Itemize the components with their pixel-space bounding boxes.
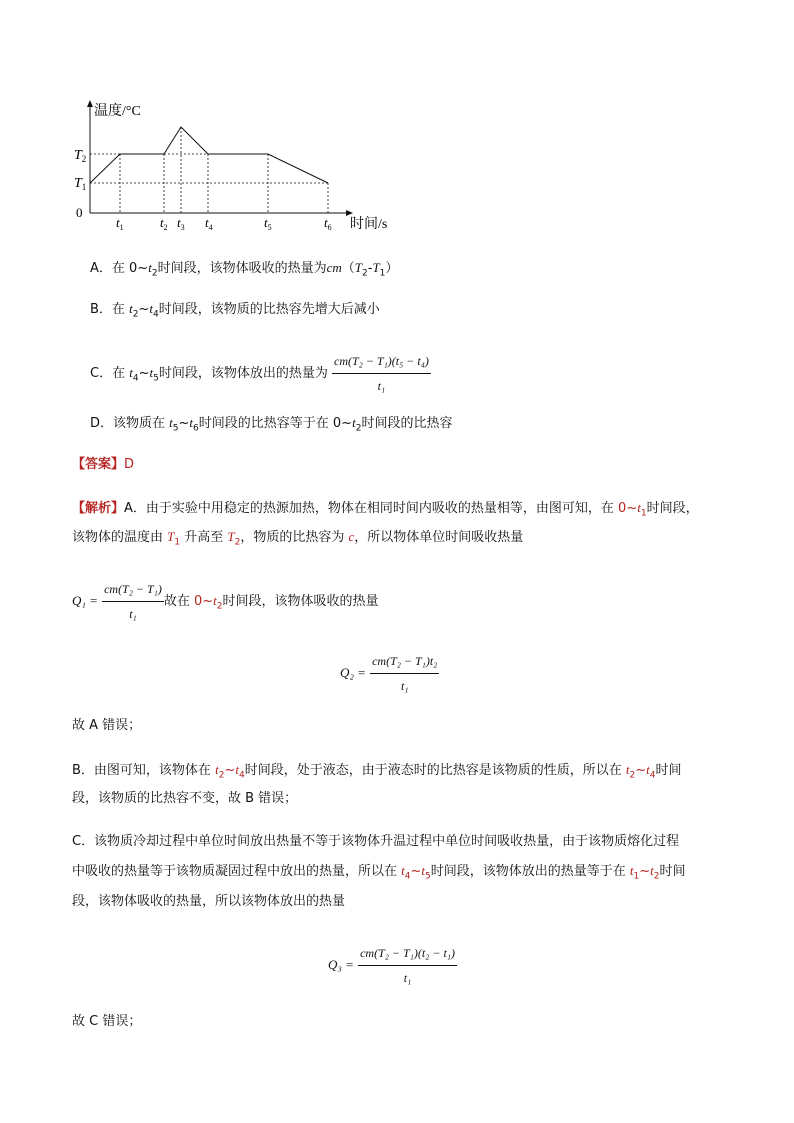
x-axis-label: 时间/s [350,217,388,232]
option-c-fraction: $\frac{\text{cm(T₂ − T₁)(t₅ − t₄)}}{\text{t₁}}$ [332,350,431,397]
y-axis-label: 温度/°C [94,104,141,119]
y-tick-t1: $T_1$ [74,176,87,192]
temperature-curve [90,127,328,183]
analysis-c-line-1: C．该物质冷却过程中单位时间放出热量不等于该物体升温过程中单位时间吸收热量，由于该物质熔化过程 [72,834,680,849]
formula-q2: Q₂ = $\frac{\text{cm(T₂ − T₁)t₂}}{\text{t₁}}$ [340,650,439,697]
option-a: A．在 $0\sim t_2$时间段，该物体吸收的热量为$cm(T_2-T_1)$ [90,260,399,279]
x-tick-t6: $t_6$ [324,215,332,232]
analysis-b-line-2: 段，该物质的比热容不变，故 B 错误； [72,791,298,806]
option-b: B．在 $t_2\sim t_4$时间段，该物质的比热容先增大后减小 [90,301,380,320]
analysis-line-1: 【解析】A．由于实验中用稳定的热源加热，物体在相同时间内吸收的热量相等，由图可知，在 $0\sim t_1$时间段， [72,500,699,519]
option-c: C．在 $t_4\sim t_5$时间段，该物体放出的热量为 $\frac{\text{cm(T₂ − T₁)(t₅ − t₄)}}{\text{t₁}}$ [90,350,431,397]
x-tick-t3: $t_3$ [177,215,185,232]
formula-q1-line: Q₁ = $\frac{\text{cm(T₂ − T₁)}}{\text{t₁}}$ 故在 $0\sim t_2$时间段，该物体吸收的热量 [72,578,732,625]
formula-q2-fraction: $\frac{\text{cm(T₂ − T₁)t₂}}{\text{t₁}}$ [370,650,439,697]
analysis-c-line-2: 中吸收的热量等于该物质凝固过程中放出的热量，所以在 $t_4\sim t_5$时间段，该物体放出的热量等于在 $t_1\sim t_2$时间 [72,863,686,882]
x-axis-arrow [346,210,353,216]
x-tick-t5: $t_5$ [264,215,272,232]
origin-label: 0 [76,205,83,220]
y-tick-t2: $T_2$ [74,148,87,164]
x-tick-t1: $t_1$ [116,215,124,232]
x-tick-t4: $t_4$ [205,215,213,232]
analysis-c-line-3: 段，该物体吸收的热量，所以该物体放出的热量 [72,894,346,909]
y-axis-arrow [87,100,93,107]
x-tick-t2: $t_2$ [160,215,168,232]
analysis-a-conclusion: 故 A 错误； [72,718,142,733]
temperature-time-chart [60,95,410,235]
formula-q3: Q₃ = $\frac{\text{cm(T₂ − T₁)(t₂ − t₁)}}{\text{t₁}}$ [328,942,457,989]
formula-q3-fraction: $\frac{\text{cm(T₂ − T₁)(t₂ − t₁)}}{\text{t₁}}$ [358,942,457,989]
analysis-c-conclusion: 故 C 错误； [72,1014,142,1029]
analysis-line-2: 该物体的温度由 $T_1$ 升高至 $T_2$，物质的比热容为 c，所以物体单位时间吸收热量 [72,529,524,548]
answer: 【答案】D [72,457,135,472]
option-d: D．该物质在 $t_5\sim t_6$时间段的比热容等于在 $0\sim t_2$时间段的比热容 [90,415,453,434]
analysis-b-line-1: B．由图可知，该物体在 $t_2\sim t_4$时间段，处于液态，由于液态时的比热容是该物质的性质，所以在 $t_2\sim t_4$时间 [72,762,682,781]
formula-q1-fraction: $\frac{\text{cm(T₂ − T₁)}}{\text{t₁}}$ [102,578,164,625]
